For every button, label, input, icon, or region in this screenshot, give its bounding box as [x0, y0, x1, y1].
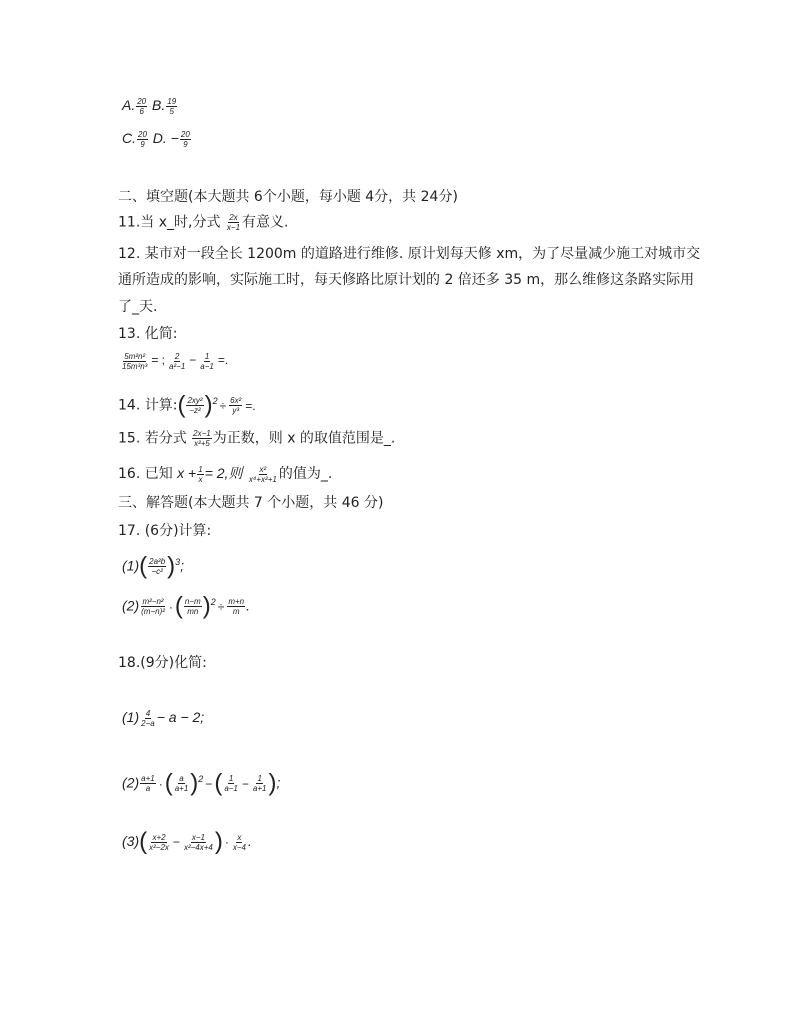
q18-p2-den1: a: [145, 784, 151, 794]
q16-mid: = 2,则: [204, 465, 243, 481]
question-16: [118, 464, 332, 484]
q13-fraction-2: [168, 352, 186, 371]
q18-p3-label: (3): [122, 833, 140, 849]
q17-p2-divide: ÷: [217, 599, 225, 614]
q16-text: 16. 已知: [118, 466, 173, 482]
option-b-label: B.: [152, 97, 166, 113]
q18-p2-exponent: 2: [198, 774, 204, 784]
option-b-denominator: 5: [169, 106, 174, 116]
q17-p2-fraction-1: [140, 597, 166, 616]
q13-fraction-1: [121, 352, 148, 371]
q18-p3-fraction-3: [232, 833, 247, 852]
option-d-label: D. −: [152, 130, 179, 146]
q14-divide: ÷: [219, 398, 227, 413]
q18-p2-minus-2: −: [241, 776, 249, 791]
q18-p2-label: (2): [122, 774, 140, 791]
q18-p3-paren-close: ): [214, 828, 223, 855]
q13-f3-den: a−1: [200, 361, 214, 371]
q17-p2-den3: m: [232, 607, 240, 617]
q18-p2-minus: −: [205, 776, 213, 791]
option-c-denominator: 9: [140, 139, 145, 149]
option-d-denominator: 9: [183, 139, 188, 149]
q17-p2-label: (2): [122, 597, 140, 614]
q18-p2-den4: a+1: [252, 784, 267, 794]
q18-p2-fraction-4: [252, 774, 268, 793]
q17-p1-left-paren: (: [139, 552, 148, 580]
q18-p2-fraction-3: [223, 774, 239, 793]
option-a-numerator: 20: [137, 96, 147, 106]
q17-p2-den1: (m−n)²: [141, 607, 165, 617]
q18-p1-rest: − a − 2;: [156, 709, 205, 725]
question-13-expr: [120, 351, 230, 371]
q18-p2-num4: 1: [257, 774, 262, 784]
q18-p2-paren-a-close: ): [190, 769, 199, 797]
q13-mid: = ;: [151, 353, 166, 367]
question-14: [118, 392, 258, 418]
question-17-title: 17. (6分)计算:: [118, 523, 212, 539]
q17-p2-dot: ·: [168, 599, 173, 614]
q17-p2-end: .: [246, 597, 250, 614]
question-18-part-3: [122, 830, 252, 854]
q15-fraction: [192, 429, 212, 448]
option-c-label: C.: [122, 130, 136, 146]
q15-text: 15. 若分式: [118, 430, 187, 447]
option-b-fraction: [166, 97, 177, 116]
q18-p2-dot: ·: [158, 776, 163, 791]
q18-p3-num2: x−1: [191, 832, 205, 842]
question-18-title: 18.(9分)化简:: [118, 655, 207, 671]
question-12-line-2: 通所造成的影响，实际施工时，每天修路比原计划的 2 倍还多 35 m，那么维修这条路实际用: [118, 272, 695, 288]
question-12-line-3: 了_天.: [118, 299, 158, 315]
option-row-ab: [122, 96, 178, 116]
question-17-part-2: [122, 593, 250, 619]
q14-exponent: 2: [212, 396, 218, 406]
option-d-fraction: [180, 130, 191, 149]
q17-p1-exponent: 3: [175, 557, 181, 567]
q18-p1-den: 2−a: [141, 718, 155, 728]
q18-p1-num: 4: [145, 708, 151, 718]
q18-p2-num3: 1: [228, 774, 234, 784]
q17-p1-fraction: [148, 557, 166, 576]
q17-p1-right-paren: ): [167, 552, 176, 580]
q17-p2-fraction-2: [184, 597, 202, 616]
question-15: [118, 429, 395, 448]
q14-den2: y³: [232, 406, 240, 416]
q17-p2-exponent: 2: [210, 597, 216, 607]
q14-left-paren: (: [177, 391, 186, 419]
section-2-heading: 二、填空题(本大题共 6个小题，每小题 4分，共 24分): [118, 189, 458, 205]
q18-p3-fraction-2: [183, 833, 214, 852]
q18-p2-fraction-2: [174, 774, 190, 793]
option-row-cd: [122, 129, 192, 149]
q16-fraction-1: [197, 465, 203, 484]
q16-den1: x: [198, 474, 203, 484]
q17-p1-label: (1): [122, 557, 140, 574]
q17-p1-num: 2a²b: [149, 557, 166, 567]
q18-p3-num3: x: [237, 832, 242, 842]
q16-num1: 1: [198, 464, 203, 474]
q18-p3-den2: x²−4x+4: [183, 842, 213, 852]
q13-f1-num: 5m²n²: [124, 351, 146, 361]
q11-denominator: x−1: [226, 223, 241, 232]
q14-fraction-1: [186, 396, 203, 415]
option-c-numerator: 20: [138, 129, 147, 139]
q17-p2-right-paren: ): [202, 592, 211, 620]
q15-den: x²+5: [194, 439, 210, 448]
q18-p2-paren-a-open: (: [164, 769, 173, 797]
q14-text: 14. 计算:: [118, 397, 178, 414]
q14-den: −z²: [189, 406, 201, 416]
q13-f3-num: 1: [204, 351, 210, 361]
q14-num: 2xy²: [187, 396, 203, 406]
q13-fraction-3: [199, 352, 215, 371]
q14-num2: 6x²: [230, 396, 242, 406]
q16-den2: x⁴+x²+1: [248, 474, 277, 484]
q16-text-end: 的值为_.: [278, 466, 333, 482]
q18-p2-num1: a+1: [141, 774, 155, 784]
q13-f2-den: a²−1: [169, 361, 186, 371]
q18-p3-num1: x+2: [152, 832, 166, 842]
q16-fraction-2: [248, 465, 278, 484]
q18-p2-paren-b-open: (: [214, 769, 223, 797]
q13-minus: −: [189, 353, 197, 367]
q14-fraction-2: [229, 396, 242, 415]
q17-p1-end: ;: [180, 557, 185, 574]
q11-numerator: 2x: [229, 213, 238, 222]
q18-p1-fraction: [140, 709, 156, 728]
q17-p2-den2: mn: [187, 607, 199, 617]
q17-p2-fraction-3: [227, 597, 245, 616]
q18-p3-end: .: [247, 833, 252, 849]
option-a-fraction: [136, 97, 147, 116]
q18-p3-den1: x²−2x: [149, 842, 169, 852]
q18-p2-num2: a: [179, 774, 184, 784]
q18-p3-den3: x−4: [232, 842, 246, 852]
question-11: [118, 213, 288, 232]
q13-f2-num: 2: [174, 351, 180, 361]
section-3-heading: 三、解答题(本大题共 7 个小题，共 46 分): [118, 495, 384, 511]
q13-f1-den: 15m³n³: [122, 361, 148, 371]
q18-p2-end: ;: [276, 774, 281, 791]
question-18-part-1: [122, 708, 204, 728]
q17-p2-num2: n−m: [184, 597, 201, 607]
q17-p2-left-paren: (: [174, 592, 183, 620]
question-18-part-2: [122, 770, 280, 796]
q17-p2-num3: m+n: [228, 597, 245, 607]
q11-fraction: [226, 213, 241, 232]
q17-p1-den: −c²: [151, 567, 163, 577]
question-12-line-1: 12. 某市对一段全长 1200m 的道路进行维修. 原计划每天修 xm，为了尽量减少施工对城市交: [118, 246, 701, 262]
q15-text-end: 为正数，则 x 的取值范围是_.: [212, 430, 396, 447]
q18-p2-fraction-1: [140, 774, 156, 793]
q18-p2-den2: a+1: [174, 784, 189, 794]
q18-p2-den3: a−1: [224, 784, 238, 794]
option-b-numerator: 19: [167, 96, 177, 106]
q18-p3-fraction-1: [148, 833, 170, 852]
option-c-fraction: [137, 130, 148, 149]
q18-p3-paren-open: (: [139, 828, 148, 855]
q18-p3-dot: ·: [224, 835, 229, 849]
option-a-denominator: 6: [139, 106, 144, 116]
q16-num2: x²: [259, 464, 267, 474]
q14-end: =.: [245, 398, 256, 413]
q17-p2-num1: m²−n²: [142, 597, 164, 607]
q11-text: 11.当 x_时,分式: [118, 214, 221, 231]
option-d-numerator: 20: [180, 129, 190, 139]
q18-p3-minus: −: [172, 835, 180, 849]
option-a-label: A.: [122, 97, 136, 113]
q18-p1-label: (1): [122, 709, 140, 725]
question-13-title: 13. 化简:: [118, 326, 178, 342]
q16-x: x +: [177, 465, 197, 481]
q11-text-end: 有意义.: [242, 214, 289, 231]
q18-p2-paren-b-close: ): [268, 769, 277, 797]
question-17-part-1: [122, 553, 184, 579]
q14-right-paren: ): [204, 391, 213, 419]
q13-end: =.: [217, 353, 229, 367]
q15-num: 2x−1: [193, 429, 211, 438]
